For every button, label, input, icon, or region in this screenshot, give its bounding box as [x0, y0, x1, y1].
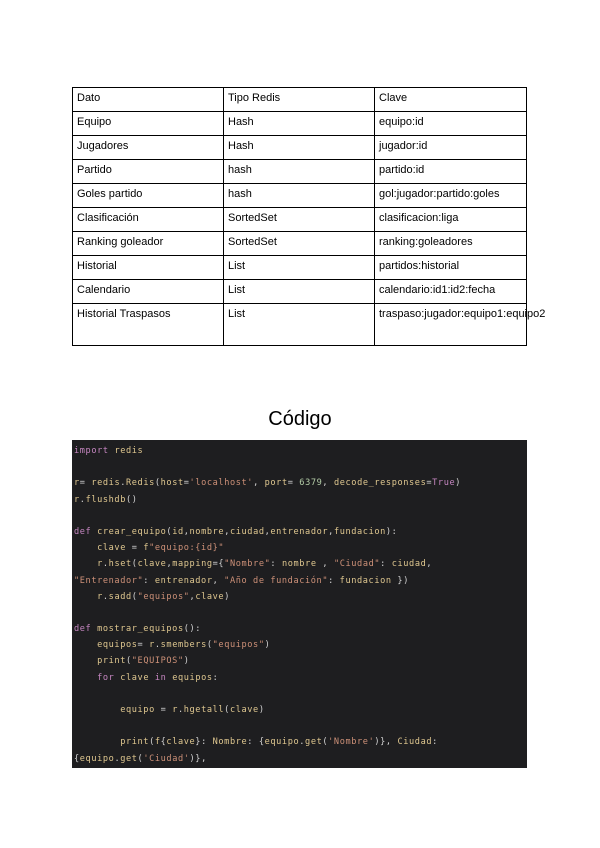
redis-keys-table: [72, 87, 546, 346]
code-line: {equipo.get('Ciudad')},: [74, 753, 213, 764]
table-cell: Dato: [73, 88, 224, 112]
table-header-row: [73, 88, 527, 112]
table-cell: Historial Traspasos: [73, 304, 224, 346]
table-cell: SortedSet: [224, 208, 375, 232]
table-cell: List: [224, 304, 375, 346]
code-block: [72, 440, 527, 768]
table-cell: partido:id: [375, 160, 527, 184]
table-cell: List: [224, 280, 375, 304]
code-line: r.sadd("equipos",clave): [97, 591, 230, 602]
table-cell: Hash: [224, 136, 375, 160]
code-line: import redis: [74, 446, 144, 456]
table-cell: Goles partido: [73, 184, 224, 208]
code-line: r.hset(clave,mapping={"Nombre": nombre , "Ciudad": ciudad,: [97, 559, 433, 570]
table-cell: Tipo Redis: [224, 88, 375, 112]
table-cell: List: [224, 256, 375, 280]
code-line: [72, 459, 527, 475]
code-line: def mostrar_equipos():: [74, 624, 202, 635]
code-line: r.flushdb(): [74, 494, 138, 505]
code-line: [72, 718, 527, 734]
table-cell: SortedSet: [224, 232, 375, 256]
table-cell: jugador:id: [375, 136, 527, 160]
section-heading: Código: [268, 408, 332, 430]
table-cell: Equipo: [73, 112, 224, 136]
code-line: for clave in equipos:: [97, 672, 219, 683]
table-row: [73, 304, 527, 346]
code-line: clave = f"equipo:{id}": [97, 543, 225, 554]
table-cell: Clasificación: [73, 208, 224, 232]
table-cell: Jugadores: [73, 136, 224, 160]
table-row: [73, 184, 527, 208]
table-cell: partidos:historial: [375, 256, 527, 280]
table-row: [73, 160, 527, 184]
code-line: equipo = r.hgetall(clave): [120, 705, 265, 715]
code-line: print("EQUIPOS"): [97, 656, 190, 667]
code-line: "Entrenador": entrenador, "Año de fundación": fundacion }): [74, 575, 409, 586]
table-row: [73, 256, 527, 280]
code-line: equipos= r.smembers("equipos"): [97, 640, 271, 651]
table-cell: gol:jugador:partido:goles: [375, 184, 527, 208]
table-cell: hash: [224, 184, 375, 208]
table-cell: clasificacion:liga: [375, 208, 527, 232]
table-cell: Partido: [73, 160, 224, 184]
table-cell: Historial: [73, 256, 224, 280]
table-row: [73, 280, 527, 304]
table-cell: ranking:goleadores: [375, 232, 527, 256]
code-line: [72, 605, 527, 621]
table-row: [73, 112, 527, 136]
code-line: r= redis.Redis(host='localhost', port= 6379, decode_responses=True): [74, 478, 462, 489]
table-cell: Ranking goleador: [73, 232, 224, 256]
table-cell: equipo:id: [375, 112, 527, 136]
code-line: def crear_equipo(id,nombre,ciudad,entrenador,fundacion):: [74, 526, 398, 537]
code-line: [72, 508, 527, 524]
table-row: [73, 136, 527, 160]
table-cell: Calendario: [73, 280, 224, 304]
table-cell: Hash: [224, 112, 375, 136]
code-line: [72, 686, 527, 702]
code-line: print(f{clave}: Nombre: {equipo.get('Nombre')}, Ciudad:: [120, 737, 438, 748]
table-cell: calendario:id1:id2:fecha: [375, 280, 527, 304]
table-cell: hash: [224, 160, 375, 184]
table-row: [73, 208, 527, 232]
table-row: [73, 232, 527, 256]
table-cell: traspaso:jugador:equipo1:equipo2: [375, 304, 527, 346]
table-cell: Clave: [375, 88, 527, 112]
